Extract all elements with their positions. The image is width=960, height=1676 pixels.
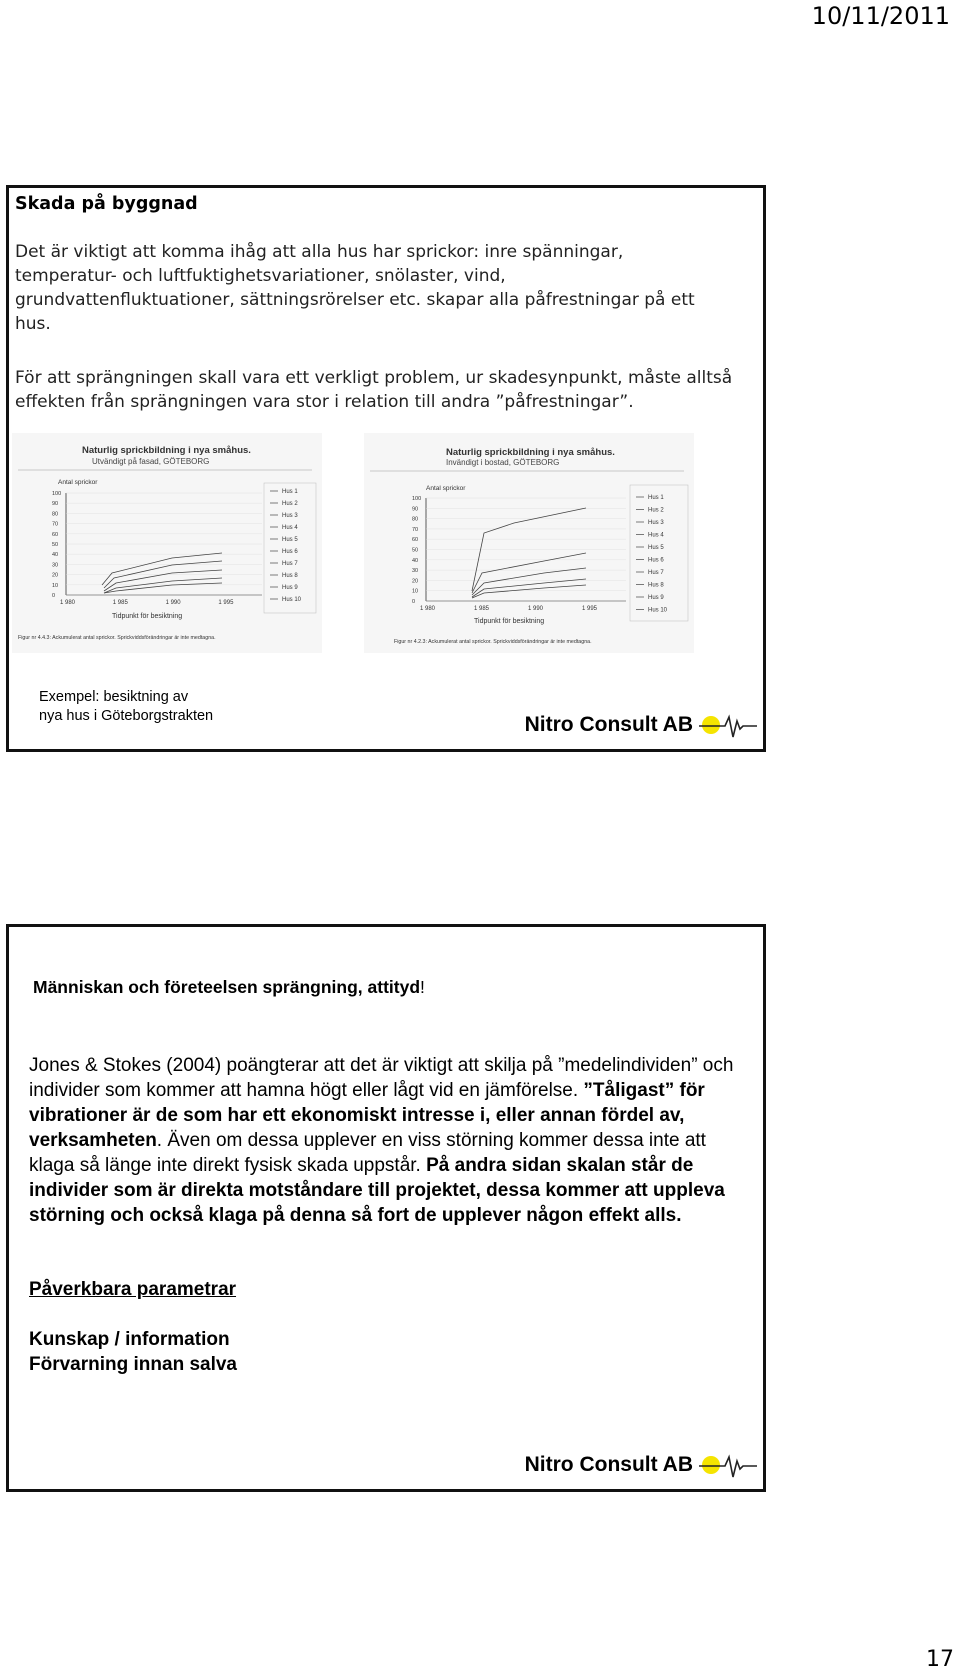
slide-title-suffix: ! (420, 977, 425, 997)
legend-label: Hus 4 (282, 525, 298, 531)
legend-label: Hus 1 (648, 495, 664, 501)
body-text-bold-2: På andra sidan skalan står de individer som är direkta motståndare till projektet, dessa kommer att uppleva störning och också klaga på denna så fort de upplever någon effekt alls. (29, 1155, 725, 1226)
slide-damage-to-building (6, 185, 766, 752)
y-tick-label: 40 (52, 552, 59, 559)
y-tick-label: 60 (412, 537, 419, 544)
brand-name: Nitro Consult AB (524, 713, 693, 736)
y-axis-label: Antal sprickor (426, 485, 466, 492)
figure-title: Naturlig sprickbildning i nya småhus. (446, 447, 615, 458)
y-tick-label: 0 (412, 599, 416, 605)
series-line (472, 568, 586, 595)
y-tick-label: 20 (52, 572, 59, 579)
y-tick-label: 100 (412, 496, 422, 502)
legend-label: Hus 9 (282, 585, 298, 591)
slide-title: Skada på byggnad (15, 194, 198, 214)
y-tick-label: 80 (52, 511, 59, 518)
slide-title (33, 977, 425, 998)
x-tick-label: 1 985 (474, 606, 490, 612)
page-date: 10/11/2011 (811, 2, 950, 30)
slide-attitude (6, 924, 766, 1492)
legend-label: Hus 1 (282, 489, 298, 495)
nitro-consult-logo-icon (697, 1445, 759, 1485)
series-line (104, 570, 222, 591)
legend-label: Hus 6 (648, 557, 664, 564)
legend-label: Hus 2 (282, 501, 298, 507)
y-tick-label: 60 (52, 531, 59, 538)
legend-label: Hus 4 (648, 532, 664, 539)
y-tick-label: 10 (412, 588, 419, 595)
param-knowledge: Kunskap / information (29, 1329, 230, 1350)
nitro-consult-logo-icon (697, 705, 759, 745)
legend-label: Hus 6 (282, 549, 298, 555)
figure-subtitle: Utvändigt på fasad, GÖTEBORG (92, 457, 210, 466)
caption-line-2: nya hus i Göteborgstrakten (39, 708, 214, 724)
x-tick-label: 1 980 (60, 600, 76, 606)
page-number: 17 (926, 1647, 954, 1672)
y-tick-label: 100 (52, 491, 62, 497)
x-tick-label: 1 980 (420, 606, 436, 612)
param-warning: Förvarning innan salva (29, 1354, 237, 1375)
legend-label: Hus 3 (648, 520, 664, 526)
body-text (29, 1053, 739, 1228)
y-tick-label: 30 (412, 568, 419, 575)
brand-name: Nitro Consult AB (524, 1453, 693, 1476)
series-line (472, 579, 586, 597)
body-text-bold-1: ”Tåligast” för vibrationer är de som har ett ekonomiskt intresse i, eller annan fördel av, verksamheten (29, 1080, 705, 1151)
body-text-part-2: . Även om dessa upplever en viss störning kommer dessa inte att klaga så länge inte direkt fysisk skada uppstår. (29, 1130, 706, 1176)
x-tick-label: 1 995 (582, 606, 598, 612)
y-tick-label: 80 (412, 516, 419, 523)
y-tick-label: 90 (412, 506, 419, 513)
series-line (472, 553, 586, 593)
legend-label: Hus 3 (282, 513, 298, 519)
scanned-chart-exterior (12, 433, 322, 653)
legend-label: Hus 8 (282, 573, 298, 579)
legend-label: Hus 5 (648, 545, 664, 551)
figure-caption: Figur nr 4.4.3: Ackumulerat antal sprickor. Sprickviddsförändringar är inte medtagna. (18, 635, 216, 641)
y-tick-label: 10 (52, 582, 59, 589)
y-tick-label: 70 (52, 521, 59, 528)
legend-label: Hus 8 (648, 582, 664, 589)
x-axis-label: Tidpunkt för besiktning (474, 618, 545, 625)
y-axis-label: Antal sprickor (58, 479, 98, 486)
series-line (102, 553, 222, 585)
caption-line-1: Exempel: besiktning av (39, 689, 189, 705)
legend-label: Hus 7 (648, 570, 664, 576)
slide-title-text: Människan och företeelsen sprängning, attityd (33, 977, 421, 997)
scanned-chart-interior (364, 433, 694, 653)
legend-label: Hus 10 (282, 597, 302, 603)
legend-label: Hus 7 (282, 561, 298, 567)
y-tick-label: 90 (52, 501, 59, 508)
y-tick-label: 20 (412, 578, 419, 585)
series-line (472, 585, 586, 598)
params-heading: Påverkbara parametrar (29, 1279, 237, 1300)
figure-subtitle: Invändigt i bostad, GÖTEBORG (446, 458, 560, 467)
y-tick-label: 40 (412, 557, 419, 564)
example-caption (39, 688, 213, 726)
y-tick-label: 50 (52, 542, 59, 548)
x-tick-label: 1 990 (528, 606, 544, 612)
legend-label: Hus 2 (648, 507, 664, 514)
legend-label: Hus 9 (648, 595, 664, 601)
y-tick-label: 0 (52, 593, 56, 599)
y-tick-label: 50 (412, 547, 419, 554)
x-tick-label: 1 990 (165, 600, 181, 606)
paragraph-cracks: Det är viktigt att komma ihåg att alla hus har sprickor: inre spänningar, temperatur- och luftfuktighetsvariationer, snölaster, vind, grundvattenfluktuationer, sättningsrörelser etc. skapar alla påfrestningar på ett hus. (15, 242, 695, 334)
x-axis-label: Tidpunkt för besiktning (112, 613, 183, 620)
figure-caption: Figur nr 4.2.3: Ackumulerat antal sprickor. Sprickviddsförändringar är inte medtagna. (394, 639, 592, 645)
series-line (104, 583, 222, 593)
body-text-part-1: Jones & Stokes (2004) poängterar att det är viktigt att skilja på ”medelindividen” och individer som kommer att hamna högt eller lågt vid en jämförelse. (29, 1055, 734, 1101)
y-tick-label: 70 (412, 526, 419, 533)
figure-title: Naturlig sprickbildning i nya småhus. (82, 445, 251, 456)
y-tick-label: 30 (52, 562, 59, 569)
paragraph-blasting: För att sprängningen skall vara ett verkligt problem, ur skadesynpunkt, måste alltså effekten från sprängningen vara stor i relation till andra ”påfrestningar”. (15, 368, 733, 412)
legend-label: Hus 5 (282, 537, 298, 543)
x-tick-label: 1 995 (218, 600, 234, 606)
legend-label: Hus 10 (648, 607, 668, 614)
x-tick-label: 1 985 (112, 600, 128, 606)
